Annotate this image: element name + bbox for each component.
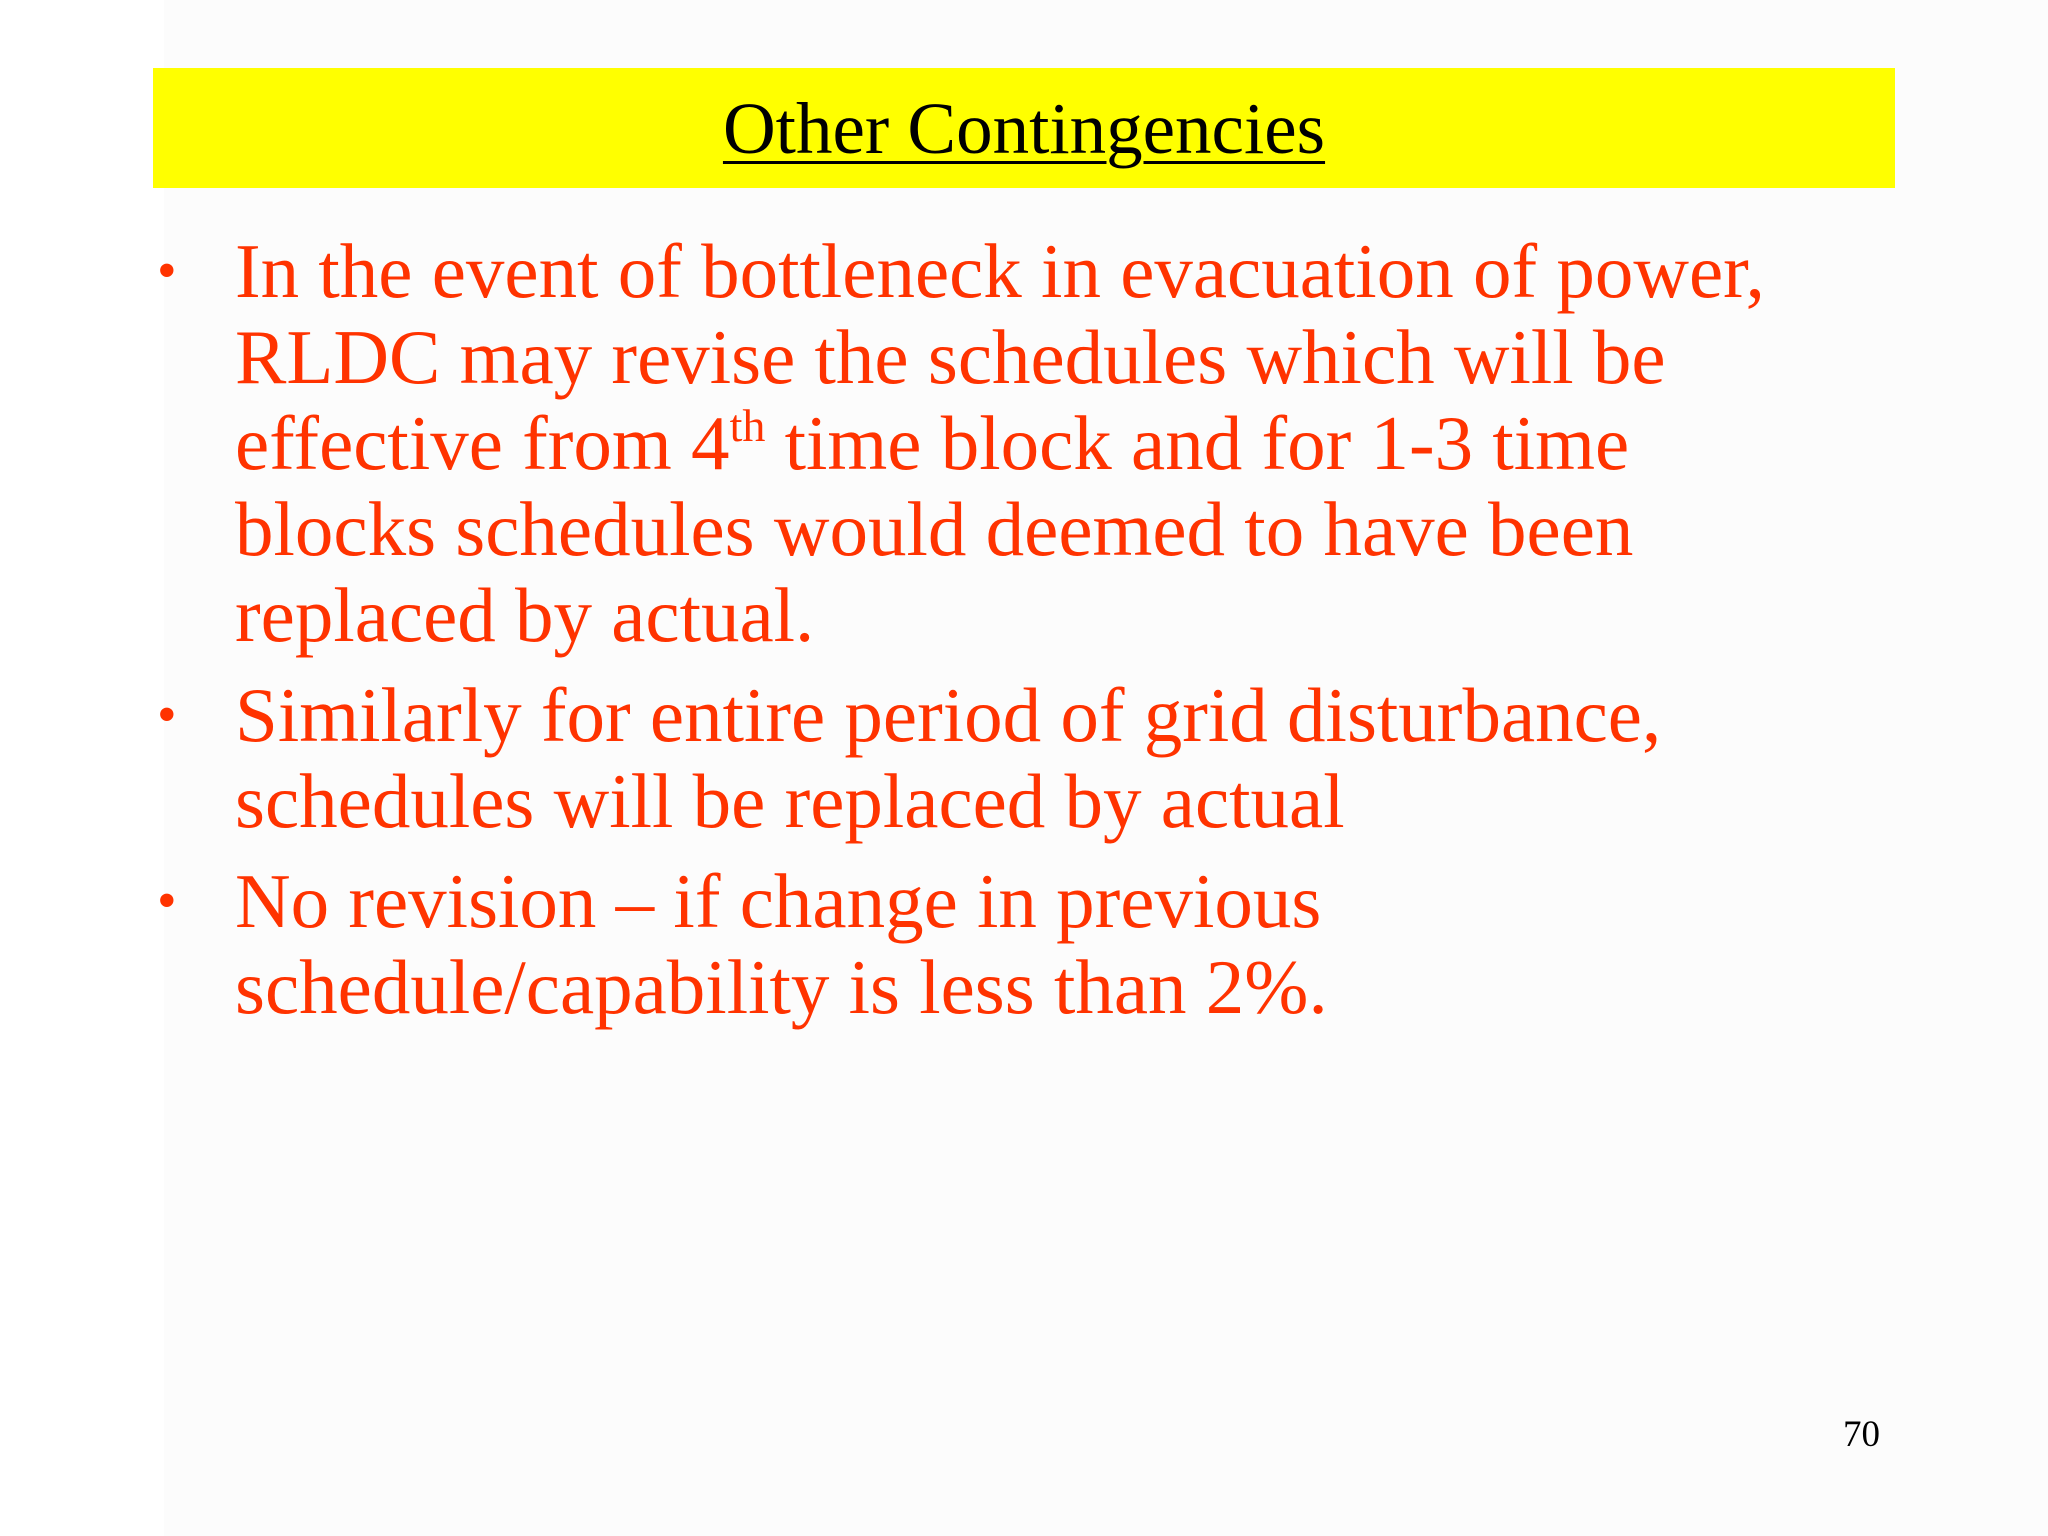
superscript-ordinal: th — [729, 400, 766, 451]
bullet-list — [155, 228, 1875, 1044]
bullet-marker: • — [157, 240, 177, 302]
bullet-marker: • — [157, 684, 177, 746]
bullet-text: Similarly for entire period of grid disturbance, schedules will be replaced by actual — [235, 672, 1662, 844]
bullet-text — [235, 228, 1875, 658]
bullet-item-bottleneck — [155, 228, 1875, 658]
bullet-text-part: In the event of bottleneck in evacuation of power, RLDC may revise the schedules which will be effective from 4 — [235, 228, 1765, 486]
bullet-text-part: time block and for 1-3 time blocks schedules would deemed to have been replaced by actual. — [235, 400, 1634, 658]
page-number: 70 — [1843, 1414, 1880, 1455]
bullet-item-grid-disturbance — [155, 672, 1875, 844]
bullet-marker: • — [157, 870, 177, 932]
slide-title: Other Contingencies — [722, 87, 1326, 169]
title-bar — [153, 68, 1895, 188]
bullet-item-no-revision — [155, 858, 1875, 1030]
bullet-text: No revision – if change in previous schedule/capability is less than 2%. — [235, 858, 1328, 1030]
